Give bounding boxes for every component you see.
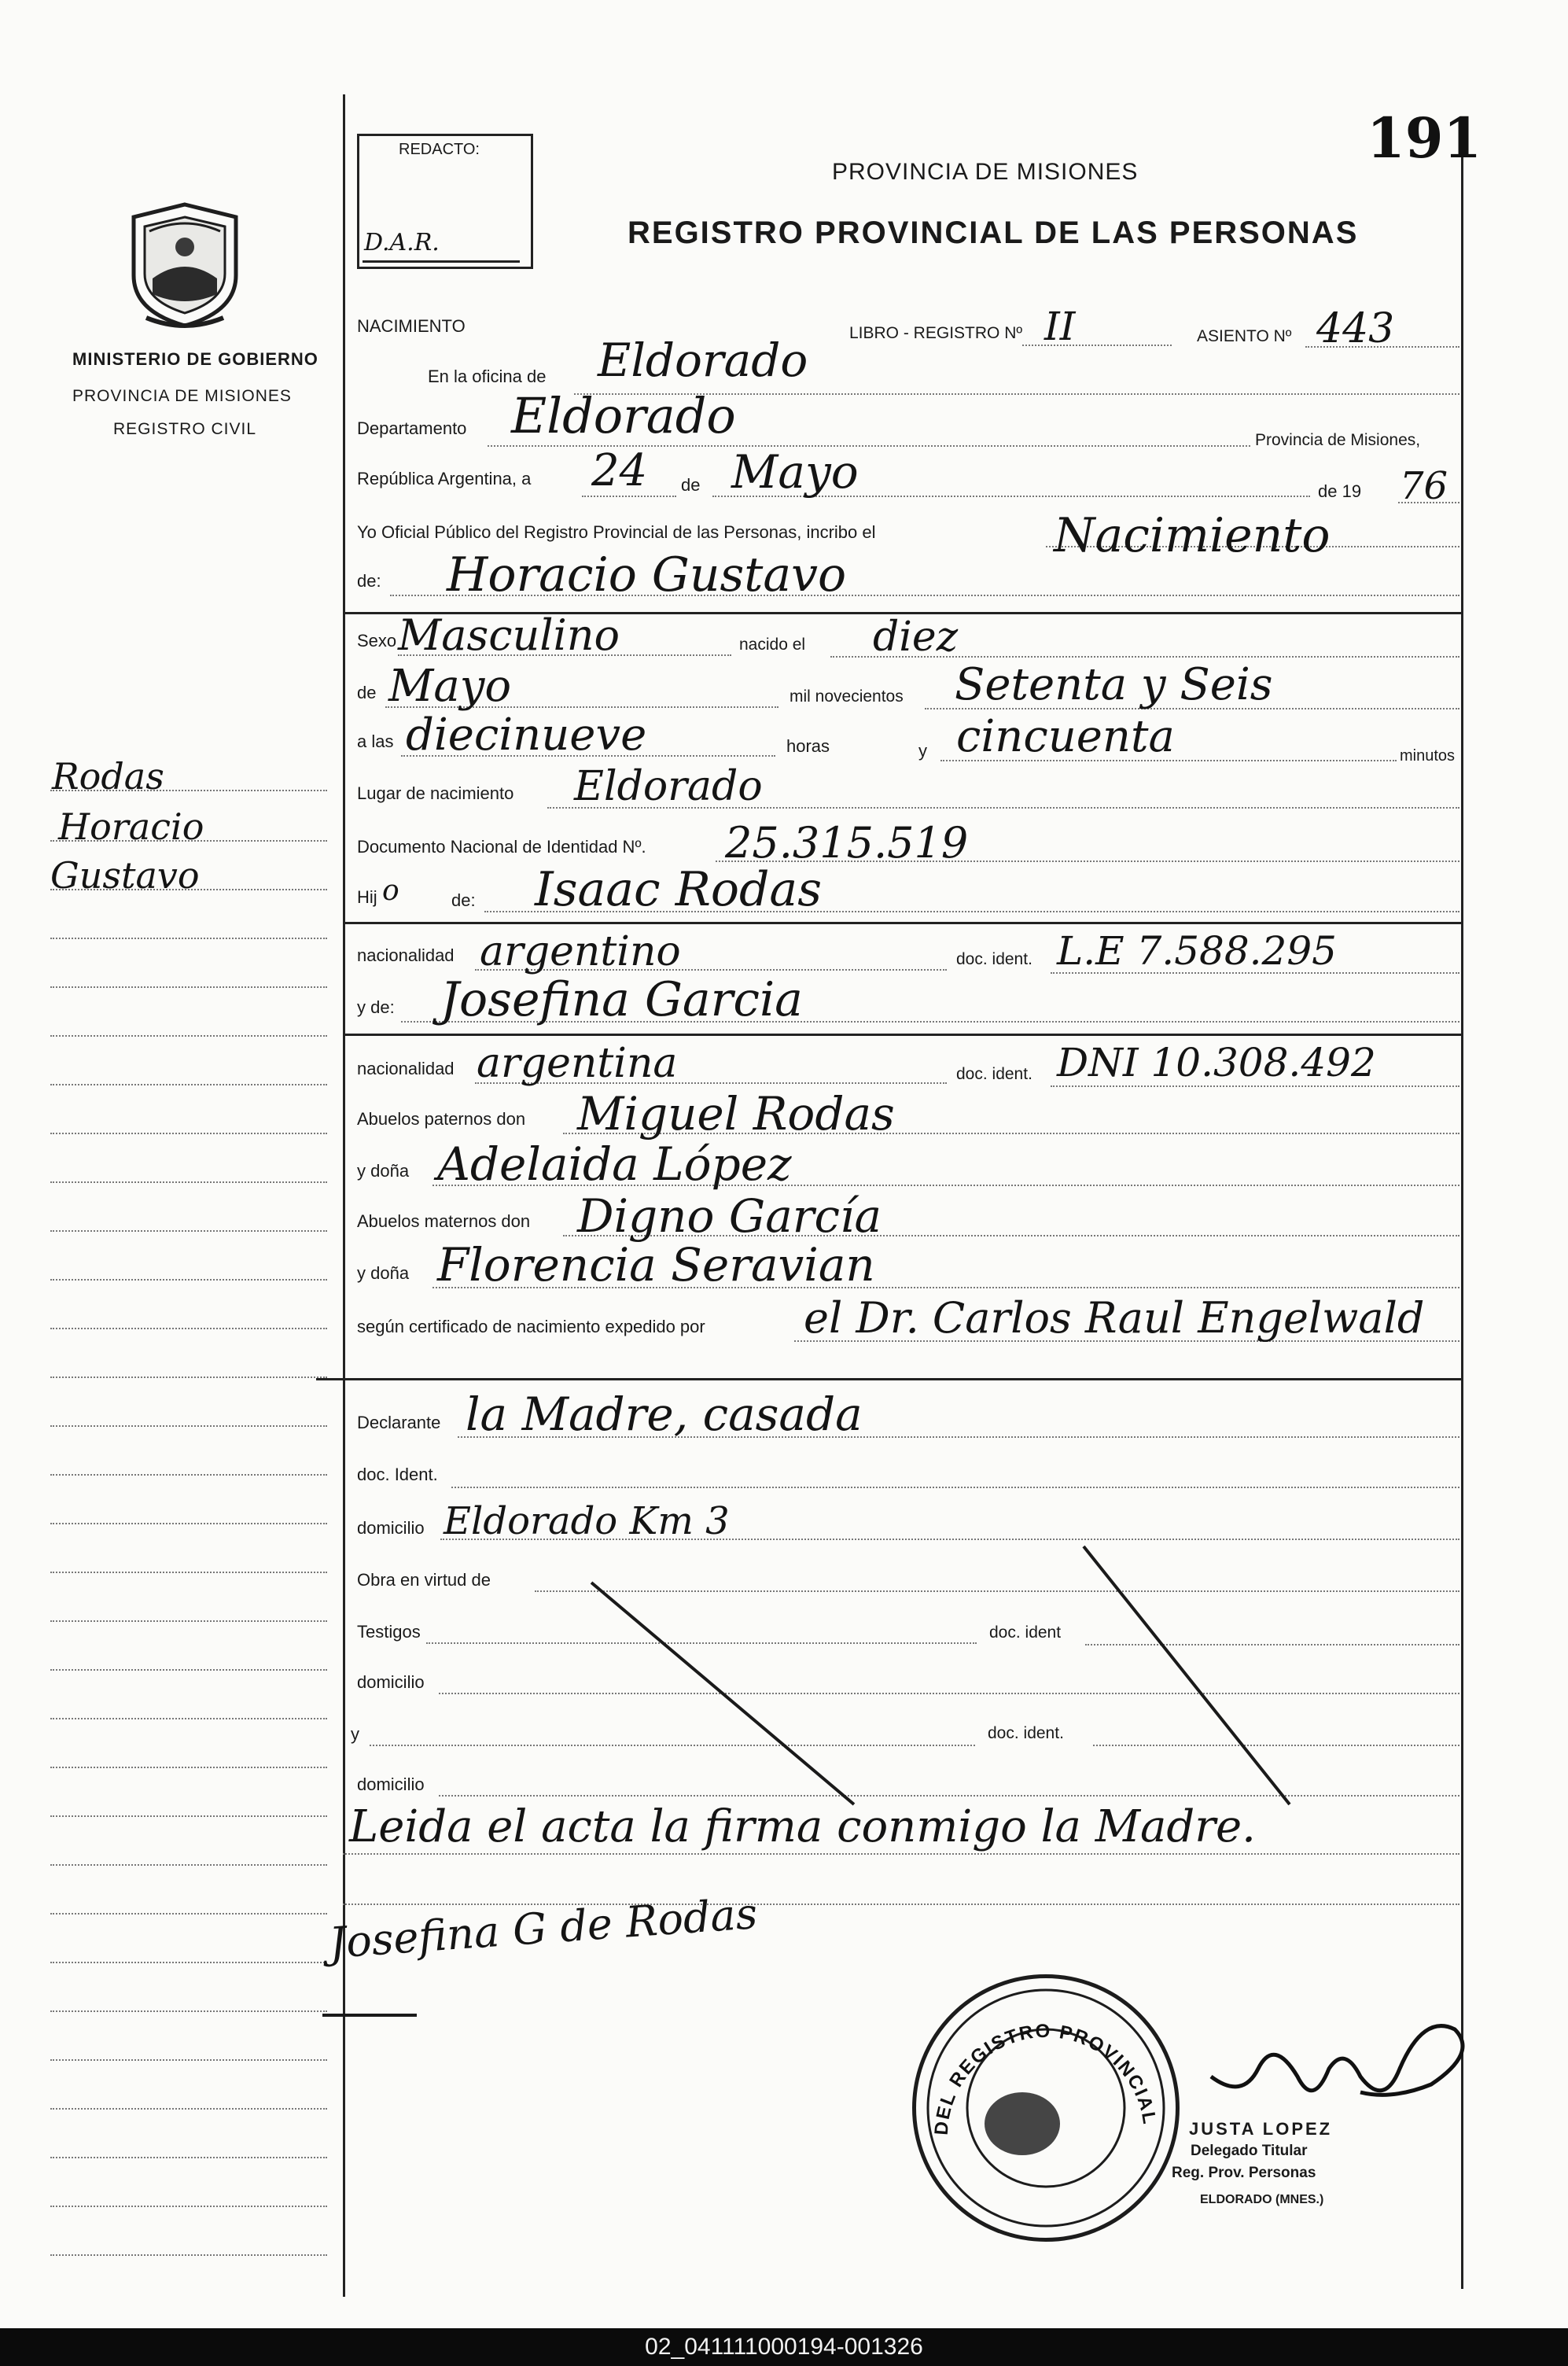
header-title: REGISTRO PROVINCIAL DE LAS PERSONAS xyxy=(628,216,1359,250)
nacido-label: nacido el xyxy=(739,636,806,654)
departamento-label: Departamento xyxy=(357,418,467,438)
hijo-suffix: o xyxy=(382,875,399,907)
lugar-label: Lugar de nacimiento xyxy=(357,783,514,803)
nacido-value: diez xyxy=(873,614,959,661)
oficial-text: Yo Oficial Público del Registro Provincial de las Personas, incribo el xyxy=(357,522,876,542)
nac-padre-value: argentino xyxy=(480,928,681,975)
margin-note-name1: Horacio xyxy=(58,805,204,848)
minutos-label: minutos xyxy=(1400,747,1456,765)
dni-value: 25.315.519 xyxy=(725,818,969,868)
certificado-label: según certificado de nacimiento expedido por xyxy=(357,1317,705,1336)
ministry-registry: REGISTRO CIVIL xyxy=(113,420,257,438)
ab-pat-dona-label: y doña xyxy=(357,1161,410,1181)
mes-value: Mayo xyxy=(731,445,859,499)
asiento-label: ASIENTO Nº xyxy=(1197,327,1292,345)
oficina-value: Eldorado xyxy=(598,334,808,387)
stamp-arc-text: DEL REGISTRO PROVINCIAL xyxy=(930,2020,1161,2136)
header-province: PROVINCIA DE MISIONES xyxy=(832,159,1139,185)
de-label-2: de: xyxy=(357,571,381,591)
signature-left: Josefina G de Rodas xyxy=(327,1889,760,1968)
ab-pat-dona-value: Adelaida López xyxy=(437,1137,792,1191)
anio-value: 76 xyxy=(1400,464,1448,508)
ab-pat-don-value: Miguel Rodas xyxy=(577,1087,895,1141)
dni-label: Documento Nacional de Identidad Nº. xyxy=(357,837,646,857)
mil-label: mil novecientos xyxy=(790,687,904,706)
nac-madre-label: nacionalidad xyxy=(357,1059,455,1078)
domicilio-value: Eldorado Km 3 xyxy=(444,1499,730,1543)
y-label-1: y xyxy=(918,741,927,761)
redacto-value: D.A.R. xyxy=(364,229,440,256)
redacto-label: REDACTO: xyxy=(399,141,480,158)
ministry-province: PROVINCIA DE MISIONES xyxy=(72,387,292,405)
de-label-3: de xyxy=(357,683,377,702)
departamento-value: Eldorado xyxy=(511,387,736,444)
ab-mat-don-value: Digno García xyxy=(577,1189,882,1243)
libro-label: LIBRO - REGISTRO Nº xyxy=(849,324,1023,342)
oficina-label: En la oficina de xyxy=(428,367,547,386)
testigos-label: Testigos xyxy=(357,1622,421,1642)
docident-label: doc. Ident. xyxy=(357,1465,438,1484)
scan-footer: 02_041111000194-001326 xyxy=(0,2328,1568,2366)
stamp-org: Reg. Prov. Personas xyxy=(1172,2165,1316,2181)
closing-value: Leida el acta la firma conmigo la Madre. xyxy=(349,1801,1256,1852)
nombre-value: Horacio Gustavo xyxy=(447,547,847,603)
ab-mat-dona-label: y doña xyxy=(357,1263,410,1283)
y2-label: y xyxy=(351,1724,359,1744)
registry-stamp xyxy=(912,1974,1180,2242)
de-label-1: de xyxy=(681,475,701,495)
declarante-label: Declarante xyxy=(357,1413,441,1432)
yde-label: y de: xyxy=(357,997,395,1017)
anio-label: de 19 xyxy=(1318,481,1362,501)
margin-note-surname: Rodas xyxy=(52,755,164,798)
folio-number: 191 xyxy=(1367,105,1482,171)
hijo-label: Hij xyxy=(357,887,377,907)
signature-left-underline xyxy=(322,2014,417,2017)
doc-padre-label: doc. ident. xyxy=(956,950,1032,968)
ab-pat-label: Abuelos paternos don xyxy=(357,1109,526,1129)
ab-mat-dona-value: Florencia Seravian xyxy=(437,1238,875,1292)
stamp-name: JUSTA LOPEZ xyxy=(1189,2119,1333,2139)
de-label-4: de: xyxy=(451,890,476,910)
padre-value: Isaac Rodas xyxy=(535,862,822,917)
docident3-label: doc. ident. xyxy=(988,1724,1064,1742)
domicilio2-label: domicilio xyxy=(357,1672,425,1692)
a-las-label: a las xyxy=(357,732,394,751)
declarante-value: la Madre, casada xyxy=(466,1388,863,1441)
nac-madre-value: argentina xyxy=(477,1040,678,1087)
official-signature xyxy=(1195,1982,1478,2132)
domicilio3-label: domicilio xyxy=(357,1774,425,1794)
nacimiento-label: NACIMIENTO xyxy=(357,316,466,336)
madre-value: Josefina Garcia xyxy=(440,972,803,1027)
lugar-value: Eldorado xyxy=(574,763,763,810)
inscribe-value: Nacimiento xyxy=(1054,508,1331,563)
minutos-value: cincuenta xyxy=(956,711,1175,762)
republica-label: República Argentina, a xyxy=(357,469,532,488)
ministry-name: MINISTERIO DE GOBIERNO xyxy=(72,349,318,369)
sexo-value: Masculino xyxy=(398,610,620,660)
horas-label: horas xyxy=(786,736,830,756)
anio-text-value: Setenta y Seis xyxy=(955,659,1273,710)
sexo-label: Sexo xyxy=(357,631,397,650)
doc-padre-value: L.E 7.588.295 xyxy=(1057,928,1337,974)
hora-value: diecinueve xyxy=(406,709,647,761)
certificado-value: el Dr. Carlos Raul Engelwald xyxy=(804,1293,1425,1343)
obra-label: Obra en virtud de xyxy=(357,1570,491,1590)
mes2-value: Mayo xyxy=(388,661,512,712)
dia-value: 24 xyxy=(591,445,648,496)
asiento-value: 443 xyxy=(1316,305,1395,352)
ab-mat-label: Abuelos maternos don xyxy=(357,1211,531,1231)
provincia-label: Provincia de Misiones, xyxy=(1255,431,1421,449)
nac-padre-label: nacionalidad xyxy=(357,945,455,965)
stamp-place: ELDORADO (MNES.) xyxy=(1200,2193,1324,2206)
stamp-role: Delegado Titular xyxy=(1191,2143,1308,2159)
libro-value: II xyxy=(1044,304,1076,349)
doc-madre-value: DNI 10.308.492 xyxy=(1057,1040,1376,1085)
docident2-label: doc. ident xyxy=(989,1623,1062,1642)
margin-note-name2: Gustavo xyxy=(50,854,200,897)
stamp-ring-text xyxy=(916,1978,1176,2238)
domicilio-label: domicilio xyxy=(357,1518,425,1538)
doc-madre-label: doc. ident. xyxy=(956,1065,1032,1083)
